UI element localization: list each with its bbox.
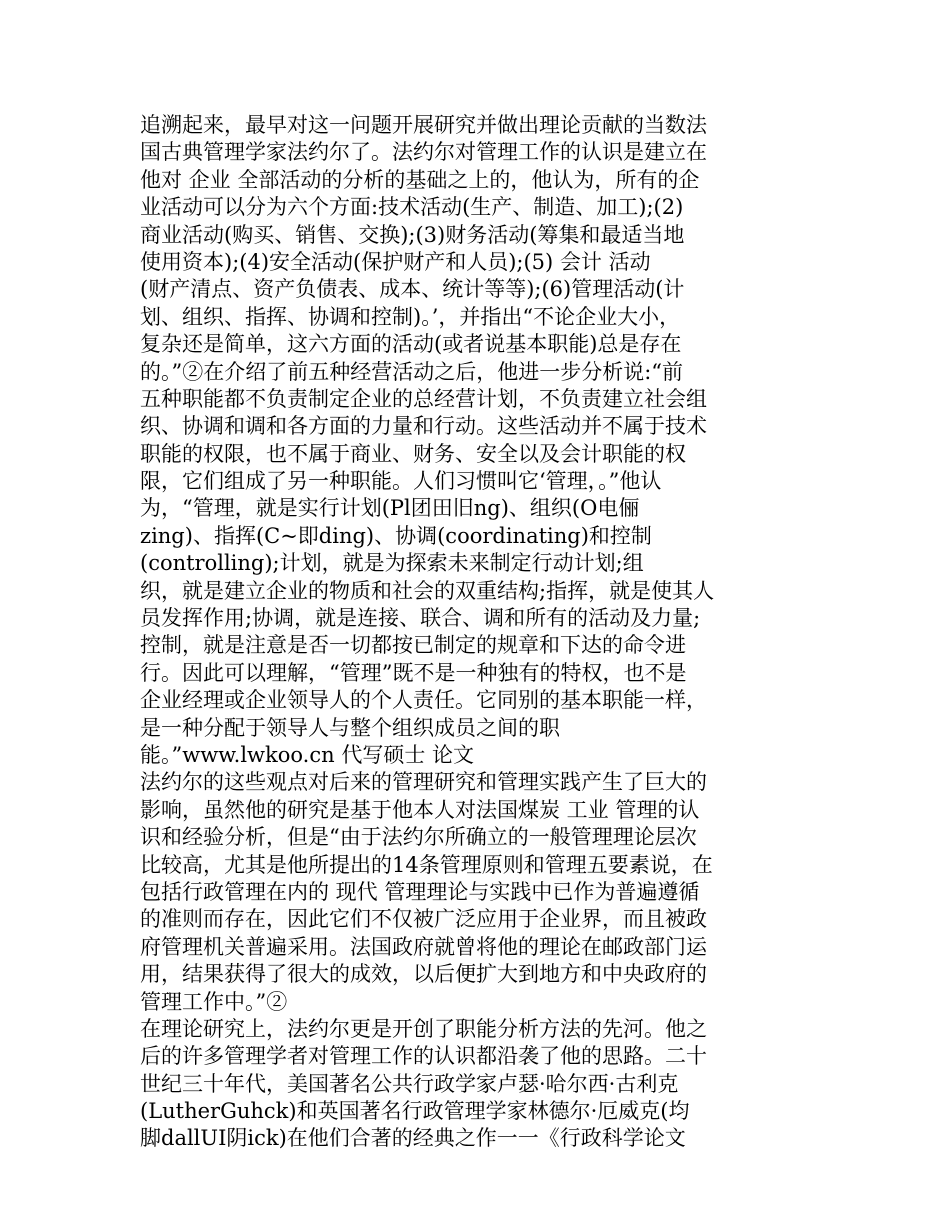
- text-line: 能。”www.lwkoo.cn 代写硕士 论文: [140, 742, 474, 767]
- text-line: 限，它们组成了另一种职能。人们习惯叫它‘管理，。”他认: [140, 469, 662, 494]
- text-line: 复杂还是简单，这六方面的活动(或者说基本职能)总是存在: [140, 332, 682, 357]
- text-line: 企业经理或企业领导人的个人责任。它同别的基本职能一样，: [140, 688, 707, 713]
- text-line: 国古典管理学家法约尔了。法约尔对管理工作的认识是建立在: [140, 140, 707, 165]
- text-line: (财产清点、资产负债表、成本、统计等等);(6)管理活动(计: [140, 277, 685, 302]
- text-line: 的准则而存在，因此它们不仅被广泛应用于企业界，而且被政: [140, 907, 707, 932]
- text-line: 脚dallUI阴ick)在他们合著的经典之作一一《行政科学论文: [140, 1126, 686, 1151]
- text-line: 府管理机关普遍采用。法国政府就曾将他的理论在邮政部门运: [140, 934, 707, 959]
- text-line: 商业活动(购买、销售、交换);(3)财务活动(筹集和最适当地: [140, 222, 685, 247]
- text-line: 比较高，尤其是他所提出的14条管理原则和管理五要素说，在: [140, 852, 713, 877]
- text-line: 使用资本);(4)安全活动(保护财产和人员);(5) 会计 活动: [140, 249, 651, 274]
- text-line: 员发挥作用;协调，就是连接、联合、调和所有的活动及力量;: [140, 606, 701, 631]
- paragraph: [140, 1016, 740, 1153]
- paragraph: [140, 769, 740, 1016]
- text-line: 他对 企业 全部活动的分析的基础之上的，他认为，所有的企: [140, 167, 700, 192]
- text-line: (controlling);计划，就是为探索未来制定行动计划;组: [140, 551, 644, 576]
- text-line: 为，“管理，就是实行计划(Pl团田旧ng)、组织(O电俪: [140, 496, 640, 521]
- text-line: 管理工作中。”②: [140, 989, 288, 1014]
- text-line: 包括行政管理在内的 现代 管理理论与实践中已作为普遍遵循: [140, 879, 700, 904]
- text-line: 职能的权限，也不属于商业、财务、安全以及会计职能的权: [140, 441, 686, 466]
- text-line: 识和经验分析，但是“由于法约尔所确立的一般管理理论层次: [140, 825, 697, 850]
- text-line: 用，结果获得了很大的成效，以后便扩大到地方和中央政府的: [140, 962, 707, 987]
- text-line: 世纪三十年代，美国著名公共行政学家卢瑟·哈尔西·古利克: [140, 1071, 679, 1096]
- text-line: (LutherGuhck)和英国著名行政管理学家林德尔·厄威克(均: [140, 1099, 690, 1124]
- text-line: 织，就是建立企业的物质和社会的双重结构;指挥，就是使其人: [140, 578, 715, 603]
- text-line: 五种职能都不负责制定企业的总经营计划，不负责建立社会组: [140, 386, 707, 411]
- text-line: 影响，虽然他的研究是基于他本人对法国煤炭 工业 管理的认: [140, 797, 700, 822]
- text-line: 法约尔的这些观点对后来的管理研究和管理实践产生了巨大的: [140, 770, 707, 795]
- text-line: 后的许多管理学者对管理工作的认识都沿袭了他的思路。二十: [140, 1044, 707, 1069]
- text-line: 是一种分配于领导人与整个组织成员之间的职: [140, 715, 560, 740]
- text-line: 控制，就是注意是否一切都按已制定的规章和下达的命令进: [140, 633, 686, 658]
- text-line: 追溯起来，最早对这一问题开展研究并做出理论贡献的当数法: [140, 113, 707, 137]
- text-line: 业活动可以分为六个方面:技术活动(生产、制造、加工);(2): [140, 195, 684, 220]
- text-line: 的。”②在介绍了前五种经营活动之后，他进一步分析说:“前: [140, 359, 684, 384]
- text-line: 在理论研究上，法约尔更是开创了职能分析方法的先河。他之: [140, 1016, 707, 1041]
- text-line: zing)、指挥(C~即ding)、协调(coordinating)和控制: [140, 523, 652, 548]
- document-body: [140, 112, 740, 1153]
- text-line: 行。因此可以理解，“管理”既不是一种独有的特权，也不是: [140, 660, 687, 685]
- paragraph: [140, 112, 740, 769]
- text-line: 划、组织、指挥、协调和控制)。’，并指出“不论企业大小，: [140, 304, 681, 329]
- text-line: 织、协调和调和各方面的力量和行动。这些活动并不属于技术: [140, 414, 707, 439]
